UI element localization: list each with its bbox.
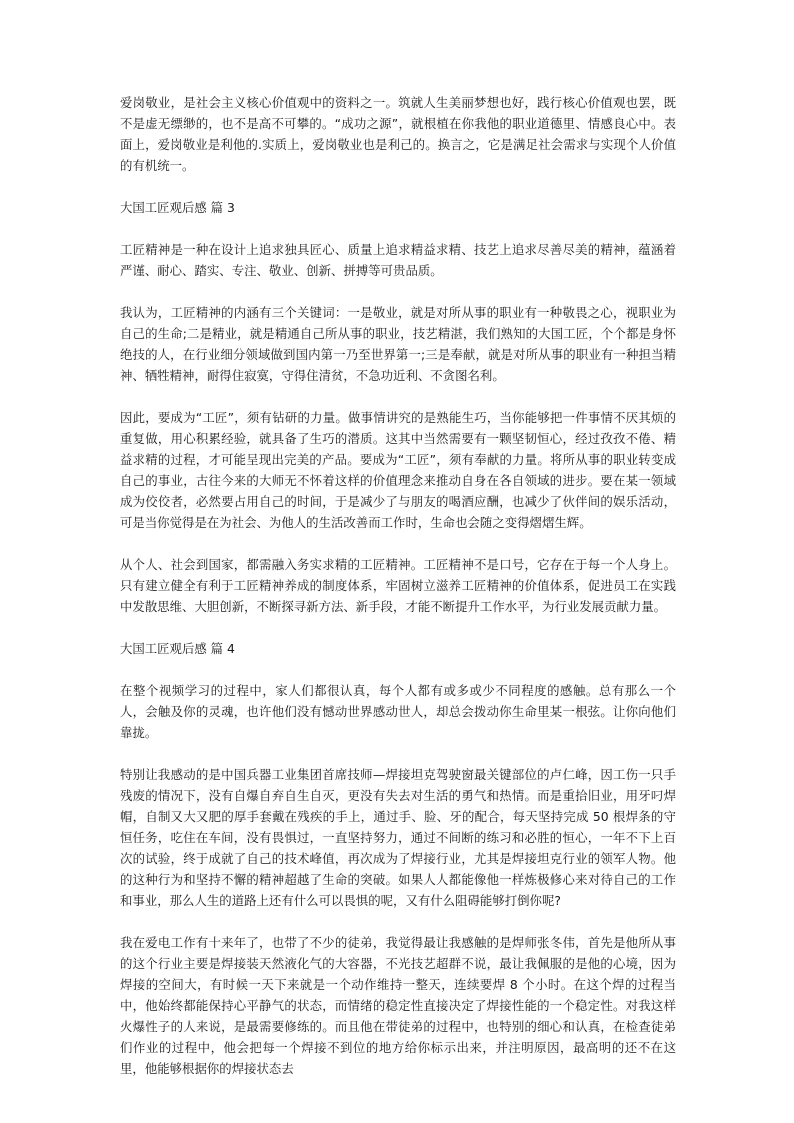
paragraph-craftsman-spirit-definition: 工匠精神是一种在设计上追求独具匠心、质量上追求精益求精、技艺上追求尽善尽美的精神，蕴涵着严谨、耐心、踏实、专注、敬业、创新、拼搏等可贵品质。 (120, 242, 676, 278)
paragraph-society-and-country: 从个人、社会到国家，都需融入务实求精的工匠精神。工匠精神不是口号，它存在于每一个人身上。只有建立健全有利于工匠精神养成的制度体系，牢固树立滋养工匠精神的价值体系，促进员工在实践中发散思维、大胆创新，不断探寻新方法、新手段，才能不断提升工作水平，为行业发展贡献力量。 (120, 557, 676, 614)
document-page (120, 92, 676, 1100)
paragraph-becoming-craftsman: 因此，要成为“工匠”，须有钻研的力量。做事情讲究的是熟能生巧，当你能够把一件事情不厌其烦的重复做，用心积累经验，就具备了生巧的潜质。这其中当然需要有一颗坚韧恒心，经过孜孜不倦、精益求精的过程，才可能呈现出完美的产品。要成为“工匠”，须有奉献的力量。将所从事的职业转变成自己的事业，古往今来的大师无不怀着这样的价值理念来推动自身在各自领域的进步。要在某一领域成为佼佼者，必然要占用自己的时间，于是减少了与朋友的喝酒应酬，也减少了伙伴间的娱乐活动，可是当你觉得是在为社会、为他人的生活改善而工作时，生命也会随之变得熠熠生辉。 (120, 410, 676, 530)
paragraph-zhang-dongwei-story: 我在爱电工作有十来年了，也带了不少的徒弟，我觉得最让我感触的是焊师张冬伟，首先是他所从事的这个行业主要是焊接装天然液化气的大容器，不光技艺超群不说，最让我佩服的是他的心境，因为焊接的空间大，有时候一天下来就是一个动作维持一整天，连续要焊 8 个小时。在这个焊的过程当中，他始终都能保持心平静气的状态，而情绪的稳定性直接决定了焊接性能的一个稳定性。对我这样火爆性子的人来说，是最需要修练的。而且他在带徒弟的过程中，也特别的细心和认真，在检查徒弟们作业的过程中，他会把每一个焊接不到位的地方给你标示出来，并注明原因，最高明的还不在这里，他能够根据你的焊接状态去 (120, 935, 676, 1076)
section-heading-part-3: 大国工匠观后感 篇 3 (120, 200, 235, 215)
paragraph-three-keywords: 我认为，工匠精神的内涵有三个关键词：一是敬业，就是对所从事的职业有一种敬畏之心，视职业为自己的生命;二是精业，就是精通自己所从事的职业，技艺精湛，我们熟知的大国工匠，个个都是身怀绝技的人，在行业细分领域做到国内第一乃至世界第一;三是奉献，就是对所从事的职业有一种担当精神、牺牲精神，耐得住寂寞，守得住清贫，不急功近利、不贪图名利。 (120, 305, 676, 383)
paragraph-love-job-conclusion: 爱岗敬业，是社会主义核心价值观中的资料之一。筑就人生美丽梦想也好，践行核心价值观也罢，既不是虚无缥缈的，也不是高不可攀的。“成功之源”，就根植在你我他的职业道德里、情感良心中。表面上，爱岗敬业是利他的.实质上，爱岗敬业也是利己的。换言之，它是满足社会需求与实现个人价值的有机统一。 (120, 95, 676, 173)
section-heading-part-4: 大国工匠观后感 篇 4 (120, 641, 235, 656)
paragraph-lu-renfeng-story: 特别让我感动的是中国兵器工业集团首席技师—焊接坦克驾驶窗最关键部位的卢仁峰，因工伤一只手残废的情况下，没有自爆自弃自生自灭，更没有失去对生活的勇气和热情。而是重拾旧业，用牙叼焊帽，自制又大又肥的厚手套戴在残疾的手上，通过手、脸、牙的配合，每天坚持完成 50 根焊条的守恒任务，吃住在车间，没有畏惧过，一直坚持努力，通过不间断的练习和必胜的恒心，一年不下上百次的试验，终于成就了自己的技术峰值，再次成为了焊接行业，尤其是焊接坦克行业的领军人物。他的这种行为和坚持不懈的精神超越了生命的突破。如果人人都能像他一样炼极修心来对待自己的工作和事业，那么人生的道路上还有什么可以畏惧的呢，又有什么阻碍能够打倒你呢? (120, 767, 676, 908)
paragraph-video-learning: 在整个视频学习的过程中，家人们都很认真，每个人都有或多或少不同程度的感触。总有那么一个人，会触及你的灵魂，也许他们没有憾动世界感动世人，却总会拨动你生命里某一根弦。让你向他们靠拢。 (120, 683, 676, 740)
